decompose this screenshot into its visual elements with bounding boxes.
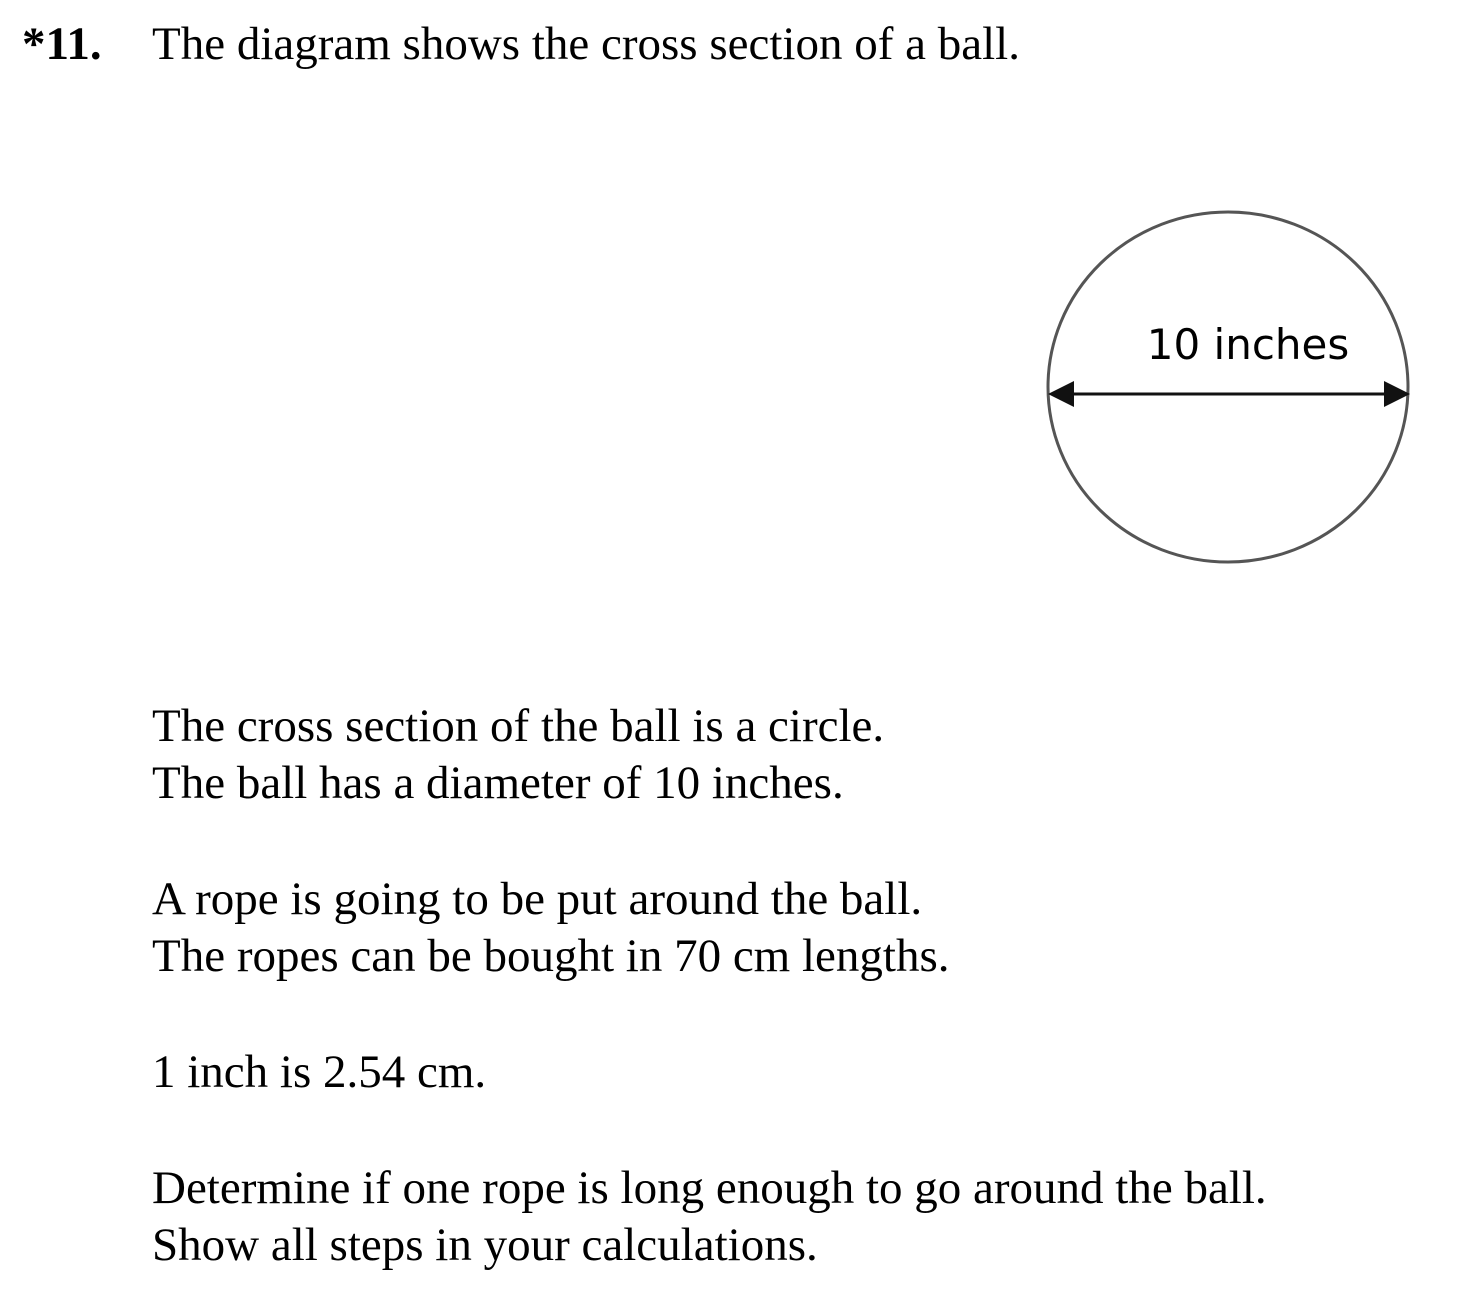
text-line: The cross section of the ball is a circle. <box>152 700 885 752</box>
ball-cross-section-diagram <box>1040 205 1425 570</box>
text-line: A rope is going to be put around the ball. <box>152 873 923 925</box>
paragraph-circle-facts <box>152 698 884 812</box>
question-number: *11. <box>22 18 102 70</box>
text-line: The ropes can be bought in 70 cm lengths. <box>152 930 950 982</box>
text-line: Determine if one rope is long enough to go around the ball. <box>152 1162 1267 1214</box>
paragraph-rope-facts <box>152 871 950 985</box>
text-line: The ball has a diameter of 10 inches. <box>152 757 844 809</box>
text-line: Show all steps in your calculations. <box>152 1219 818 1271</box>
paragraph-task <box>152 1160 1267 1274</box>
question-intro: The diagram shows the cross section of a ball. <box>152 18 1020 70</box>
ball-circle <box>1048 212 1408 562</box>
paragraph-conversion <box>152 1044 486 1101</box>
diameter-label: 10 inches <box>1146 320 1350 369</box>
text-line: 1 inch is 2.54 cm. <box>152 1046 487 1098</box>
left-arrowhead-icon <box>1048 381 1074 407</box>
